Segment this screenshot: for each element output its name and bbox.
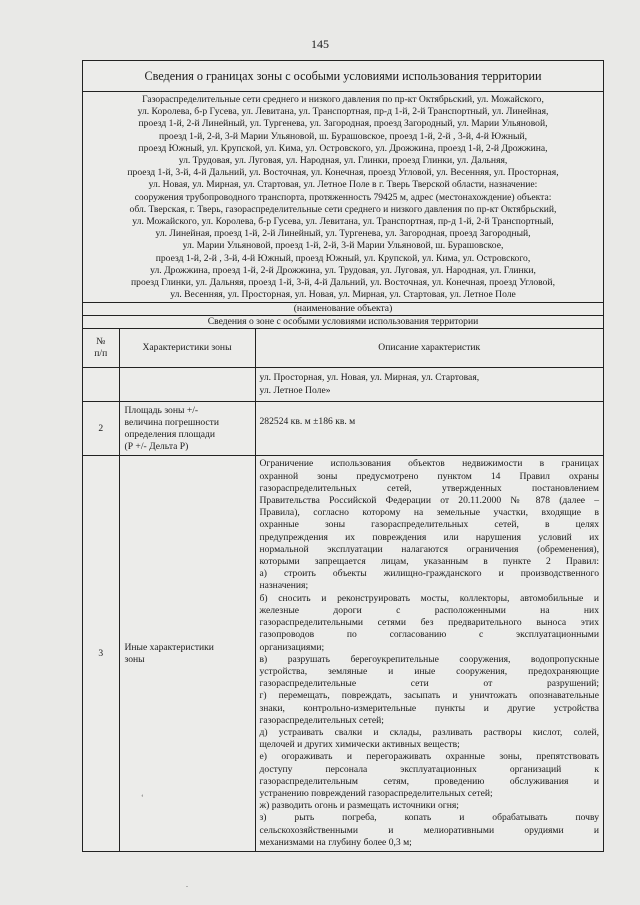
object-description-line: сооружения трубопроводного транспорта, протяженность 79425 м, адрес (местонахождение) объекта: (134, 191, 552, 203)
description-line: Правила), согласно которому на земельные участки, входящие в (259, 507, 599, 519)
characteristic-line: Площадь зоны +/- (124, 404, 199, 416)
description-line: г) перемещать, повреждать, засыпать и уничтожать опознавательные (259, 690, 599, 702)
description-line: назначения; (259, 580, 309, 592)
description-line: сельскохозяйственными и мелиоративными орудиями и (259, 824, 599, 836)
description-line: ул. Летное Поле» (259, 384, 331, 396)
object-description-line: ул. Весенняя, ул. Просторная, ул. Новая, ул. Мирная, ул. Стартовая, ул. Летное Поле (170, 289, 516, 301)
row-characteristic (119, 456, 255, 851)
description-line: доступу персонала эксплуатационных организаций к (259, 763, 599, 775)
description-line: ж) разводить огонь и размещать источники огня; (259, 800, 459, 812)
description-line: которыми запрещается лицам, указанным в пункте 2 Правил: (259, 556, 599, 568)
object-description (83, 92, 603, 303)
object-name-caption: (наименование объекта) (83, 303, 603, 316)
description-line: газораспределительных сетей, утвержденных постановлением (259, 482, 599, 494)
description-line: газораспределительных сетей; (259, 714, 384, 726)
characteristic-line: определения площади (124, 428, 216, 440)
description-line: устранению повреждений газораспределительных сетей; (259, 787, 493, 799)
characteristic-line: величина погрешности (124, 416, 219, 428)
description-line: знаки, контрольно-измерительные пункты и другие устройства (259, 702, 599, 714)
document-title: Сведения о границах зоны с особыми условиями использования территории (83, 61, 603, 92)
description-line: щелочей и других химически активных веществ; (259, 739, 460, 751)
description-line: охранной зоны предусмотрено пунктом 14 Правил охраны (259, 470, 599, 482)
table-row (83, 456, 603, 851)
row-number: 2 (83, 402, 119, 456)
zone-characteristics-table (83, 329, 603, 851)
description-line: железные дороги с расположенными на них (259, 604, 599, 616)
header-number-line: п/п (94, 348, 108, 360)
object-description-line: Газораспределительные сети среднего и низкого давления по пр-кт Октябрьский, ул. Можайского, (142, 94, 544, 105)
header-number (83, 329, 119, 368)
characteristic-line: Иные характеристики (124, 641, 214, 653)
description-line: предупреждения их повреждения или нарушения условий их (259, 531, 599, 543)
description-line: газопроводов по согласованию с эксплуатационными (259, 629, 599, 641)
characteristic-line: зоны (124, 653, 145, 665)
description-line: б) сносить и реконструировать мосты, коллекторы, автомобильные и (259, 592, 599, 604)
row-description (255, 456, 603, 851)
object-description-line: ул. Королева, б-р Гусева, ул. Левитана, ул. Транспортная, пр-д 1-й, 2-й Транспортный, ул. Линейная, (137, 106, 549, 118)
object-description-line: обл. Тверская, г. Тверь, газораспределительные сети среднего и низкого давления по пр-кт Октябрьский, (129, 203, 557, 215)
description-line: организациями; (259, 641, 325, 653)
scan-speck: ‘ (141, 793, 144, 802)
description-line: Ограничение использования объектов недвижимости в границах (259, 458, 599, 470)
object-description-line: проезд 1-й, 2-й, 3-й Марии Ульяновой, ш. Бурашовское, проезд 1-й, 2-й , 3-й, 4-й Южный, (158, 130, 528, 142)
description-line: устройства, земляные и иные сооружения, предохраняющие (259, 665, 599, 677)
scan-speck: . (186, 880, 188, 889)
description-line: е) огораживать и перегораживать охранные зоны, препятствовать (259, 751, 599, 763)
object-description-line: проезд Глинки, ул. Дальняя, проезд 1-й, 3-й, 4-й Дальний, ул. Восточная, ул. Конечная, проезд Угловой, (131, 277, 555, 289)
page-number: 145 (311, 37, 329, 51)
header-characteristic: Характеристики зоны (119, 329, 255, 368)
description-line: газораспределительными сетями без предварительного выноса этих (259, 617, 599, 629)
object-description-line: ул. Линейная, проезд 1-й, 2-й Линейный, ул. Тургенева, ул. Загородная, проезд Загородный, (155, 228, 531, 240)
table-row (83, 402, 603, 456)
description-line: з) рыть погреба, копать и обрабатывать почву (259, 812, 599, 824)
row-number (83, 368, 119, 402)
description-line: охранные зоны газораспределительных сетей, в целях (259, 519, 599, 531)
row-characteristic (119, 402, 255, 456)
table-row (83, 368, 603, 402)
document-form (82, 60, 604, 852)
row-description (255, 368, 603, 402)
description-line: Правительства Российской Федерации от 20.11.2000 № 878 (далее – (259, 495, 599, 507)
description-line: в) разрушать берегоукрепительные сооружения, водопропускные (259, 653, 599, 665)
row-description: 282524 кв. м ±186 кв. м (255, 402, 603, 456)
zone-info-caption: Сведения о зоне с особыми условиями использования территории (83, 316, 603, 329)
object-description-line: проезд 1-й, 2-й , 3-й, 4-й Южный, проезд Южный, ул. Крупской, ул. Кима, ул. Островского, (155, 252, 531, 264)
object-description-line: ул. Трудовая, ул. Луговая, ул. Народная, ул. Глинки, проезд Глинки, ул. Дальняя, (178, 155, 508, 167)
row-number: 3 (83, 456, 119, 851)
description-line: газораспределительным сетям, проведению обслуживания и (259, 775, 599, 787)
header-description: Описание характеристик (255, 329, 603, 368)
object-description-line: ул. Новая, ул. Мирная, ул. Стартовая, ул. Летное Поле в г. Тверь Тверской области, назначение: (148, 179, 538, 191)
header-number-line: № (96, 336, 106, 348)
table-header-row (83, 329, 603, 368)
object-description-line: проезд Южный, ул. Крупской, ул. Кима, ул. Островского, ул. Дрожжина, проезд 1-й, 2-й Дрожжина, (138, 142, 548, 154)
row-characteristic (119, 368, 255, 402)
description-line: механизмами на глубину более 0,3 м; (259, 836, 412, 848)
object-description-line: ул. Можайского, ул. Королева, б-р Гусева, ул. Левитана, ул. Транспортная, пр-д 1-й, 2-й Транспортный, (132, 216, 554, 228)
description-line: газораспределительные сети от разрушений; (259, 678, 599, 690)
object-description-line: ул. Дрожжина, проезд 1-й, 2-й Дрожжина, ул. Трудовая, ул. Луговая, ул. Народная, ул. Глинки, (150, 264, 536, 276)
object-description-line: проезд 1-й, 3-й, 4-й Дальний, ул. Восточная, ул. Конечная, проезд Угловой, ул. Весенняя, ул. Просторная, (127, 167, 559, 179)
characteristic-line: (Р +/- Дельта Р) (124, 441, 189, 453)
description-line: нормальной эксплуатации налагаются ограничения (обременения), (259, 543, 599, 555)
description-line: д) устраивать свалки и склады, разливать растворы кислот, солей, (259, 726, 599, 738)
object-description-line: ул. Марии Ульяновой, проезд 1-й, 2-й, 3-й Марии Ульяновой, ш. Бурашовское, (182, 240, 504, 252)
object-description-line: проезд 1-й, 2-й Линейный, ул. Тургенева, ул. Загородная, проезд Загородный, ул. Марии Ульяновой, (138, 118, 548, 130)
description-line: ул. Просторная, ул. Новая, ул. Мирная, ул. Стартовая, (259, 372, 480, 384)
description-line: а) строить объекты жилищно-гражданского и производственного (259, 568, 599, 580)
